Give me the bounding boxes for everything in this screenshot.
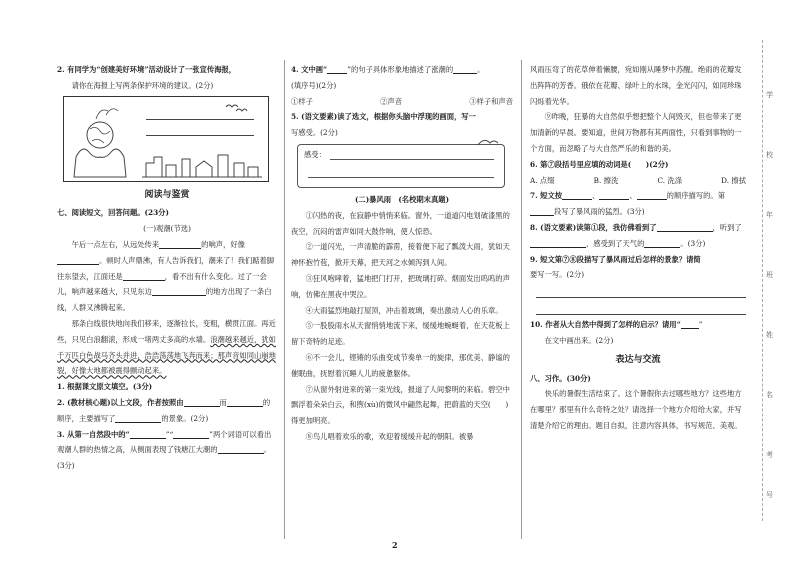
question-6: 6. 第⑦段括号里应填的动词是( )(2分)	[530, 159, 669, 169]
question-2: 2. (教材核心题)以上文段，作者按照由 而 的顺序，主要描写了 的景象。(2分)	[57, 397, 271, 423]
passage-2-header: (二)暴风雨 (名校期末真题)	[354, 194, 450, 204]
question-3: 3. 从第一自然段中的“ ”“ ”两个词语可以看出观潮人群的热情之高，从侧面表现了钱塘江大潮的 。(3分)	[57, 429, 272, 471]
column-right	[530, 62, 746, 434]
city-skyline-illustration	[142, 149, 262, 179]
question-6-options	[530, 173, 746, 189]
binding-mark: 号	[766, 491, 773, 499]
column-divider	[284, 60, 285, 539]
poster-write-line[interactable]	[146, 135, 254, 136]
leaf-icon	[476, 137, 500, 149]
question-4: 4. 文中画“ ”的句子具体形象地描述了涨潮的 。	[291, 65, 485, 74]
passage-2-paragraph-1: ①闪热的夜，在寂静中悄悄来临。窗外，一道道闪电划破漆黑的夜空，沉闷的雷声如同大鼓作响，使人惊恐。	[291, 210, 510, 236]
passage-2-paragraph-2: ②一道闪光，一声清脆的霹雳，接着便下起了瓢泼大雨，犹如天神怀抱竹苞，掀开天幕，把天河之水倾泻到人间。	[291, 242, 510, 268]
option-a[interactable]: A. 点缀	[530, 175, 555, 185]
feeling-write-line[interactable]	[308, 177, 494, 178]
column-middle	[291, 62, 513, 445]
feeling-box	[297, 144, 505, 188]
blank[interactable]	[644, 238, 680, 248]
binding-mark: 学	[766, 91, 773, 99]
blank[interactable]	[657, 222, 713, 232]
blank[interactable]	[184, 397, 220, 407]
blank[interactable]	[530, 206, 554, 216]
binding-mark: 姓	[766, 331, 773, 339]
passage-2-paragraph-7: ⑦从窗外射进来的第一束光线，报道了人间黎明的来临。碧空中飘浮着朵朵白云，和煦(xù)的微风中翩然起舞，把蔚蓝的天空( )得更加明亮。	[291, 384, 510, 426]
question-5-cont: 写感受。(2分)	[291, 128, 338, 138]
binding-margin	[762, 40, 777, 521]
binding-mark: 年	[766, 211, 773, 219]
poster-box	[63, 96, 269, 182]
binding-mark: 考	[766, 451, 773, 459]
passage-2-paragraph-4: ④大雨猛烈地敲打屋顶，冲击着玻璃，奏出激动人心的乐章。	[305, 305, 503, 315]
question-7: 7. 短文按 、 、 的顺序描写的。第段写了暴风雨的猛烈。(3分)	[530, 191, 726, 217]
question-4-note: (填序号)(2分)	[291, 80, 337, 90]
answer-line[interactable]	[536, 300, 746, 315]
column-left	[57, 62, 277, 474]
blank[interactable]	[57, 255, 99, 265]
passage-2-paragraph-3: ③狂风咆哮着，猛地把门打开，把玻璃打碎。烟面发出呜呜的声响，仿佛在黑夜中哭泣。	[291, 273, 510, 299]
question-7-title: 七、阅读短文，回答问题。(23分)	[57, 208, 169, 218]
option-c[interactable]: C. 洗涤	[657, 175, 682, 185]
birds-icon	[224, 101, 248, 115]
blank[interactable]	[130, 429, 166, 439]
blank[interactable]	[530, 238, 586, 248]
blank[interactable]	[159, 239, 201, 249]
option-3[interactable]: ③样子和声音	[469, 96, 513, 106]
question-9: 9. 短文第⑦⑧段描写了暴风雨过后怎样的景象？请简	[530, 254, 701, 264]
blank[interactable]	[562, 190, 592, 200]
blank[interactable]	[227, 397, 263, 407]
blank[interactable]	[218, 444, 264, 454]
question-8: 8. (语文要素)读第①段，我仿佛看到了 ，听到了，感受到了天气的 。(3分)	[530, 222, 742, 248]
blank[interactable]	[115, 413, 161, 423]
option-1[interactable]: ①样子	[291, 96, 313, 106]
question-2-poster: 2. 有同学为“创建美好环境”活动设计了一张宣传海报，	[57, 65, 237, 74]
answer-line[interactable]	[536, 283, 746, 298]
earth-hands-illustration	[66, 97, 146, 179]
blank[interactable]	[173, 429, 209, 439]
blank[interactable]	[453, 64, 477, 74]
option-d[interactable]: D. 擦拭	[721, 175, 746, 185]
question-9-cont: 要写一写。(2分)	[530, 270, 585, 280]
blank[interactable]	[637, 190, 667, 200]
section-title-reading: 阅读与鉴赏	[144, 189, 190, 200]
essay-prompt: 快乐的暑假生活结束了。这个暑假你去过哪些地方？这些地方在哪里？那里有什么奇特之处？请选择一个地方介绍给大家，并写清楚介绍它的理由。题目自拟，注意内容具体，书写规范、美观。	[530, 389, 742, 430]
option-b[interactable]: B. 擦洗	[593, 175, 619, 185]
passage-2-paragraph-8-cont: 风雨压弯了的花草伸着懒腰，宛如刚从睡梦中苏醒。绝雨的花瓣发出阵阵的芳香。俄依在花瓣、绿叶上的水珠，金光闪闪，如同珍珠闪烁着光华。	[530, 65, 742, 106]
page-number: 2	[392, 540, 398, 550]
feeling-label: 感受：	[304, 149, 326, 159]
passage-2-paragraph-5: ⑤一股股雨水从天窗悄悄地流下来，缓缓地蜿蜒着，在天花板上留下奇特的足迹。	[291, 321, 510, 347]
feeling-write-line[interactable]	[330, 159, 494, 160]
question-4-options	[291, 94, 513, 110]
poster-write-line[interactable]	[146, 119, 254, 120]
question-10: 10. 作者从大自然中得到了怎样的启示？请用“ ”	[530, 320, 703, 330]
blank[interactable]	[123, 271, 165, 281]
passage-1-header: (一)观潮(节选)	[143, 224, 191, 234]
section-title-expression: 表达与交流	[615, 354, 661, 365]
blank[interactable]	[599, 190, 629, 200]
passage-1-paragraph-2: 那条白线很快地向我们移来，逐渐拉长，变粗，横贯江面。再近些，只见白浪翻滚，形成一堵两丈多高的水墙。浪潮越来越近，犹如千万匹白色战马齐头并进，浩浩荡荡地飞奔而来；那声音如同山崩地裂，好像大地都被震得颤动起来。	[57, 318, 276, 376]
blank[interactable]	[327, 64, 347, 74]
blank[interactable]	[681, 319, 699, 329]
binding-mark: 班	[766, 271, 773, 279]
column-divider	[521, 60, 522, 539]
passage-2-paragraph-9: ⑨昨晚，狂暴的大自然似乎想把整个人间毁灭，但也带来了更加清新的早晨。要知道，世间万物都有其两面性，只看到事物的一个方面，而忽略了与大自然严乐的和谐的美。	[530, 112, 742, 153]
passage-2-paragraph-6: ⑥不一会儿，铿锵的乐曲变成节奏单一的旋律，那优美、静谧的催眠曲，抚慰着沉睡人儿的疲惫躯体。	[291, 352, 510, 378]
blank[interactable]	[152, 286, 206, 296]
question-2-poster-cont: 请你在海报上写两条保护环境的建议。(2分)	[71, 80, 214, 90]
question-10-cont: 在文中画出来。(2分)	[544, 335, 614, 345]
option-2[interactable]: ②声音	[380, 96, 402, 106]
passage-1-paragraph-1: 午后一点左右，从远处传来 的响声，好像。顿时人声鼎沸，有人告诉我们，潮来了！我们踮着脚往东望去，江面还是 ，看不出有什么变化。过了一会儿，响声越来越大，只见东边 的地方出现了一条白线，人群又沸腾起来。	[57, 239, 275, 313]
question-8-essay-title: 八、习作。(30分)	[530, 373, 591, 383]
binding-mark: 名	[766, 391, 773, 399]
binding-mark: 校	[766, 151, 773, 159]
question-1: 1. 根据课文原文填空。(3分)	[57, 382, 153, 392]
passage-2-paragraph-8: ⑧鸟儿唱着欢乐的歌，欢迎着缓缓升起的朝阳。被暴	[305, 431, 474, 441]
question-5: 5. (语文要素)读了选文，根据你头脑中浮现的画面，写一	[291, 112, 476, 122]
